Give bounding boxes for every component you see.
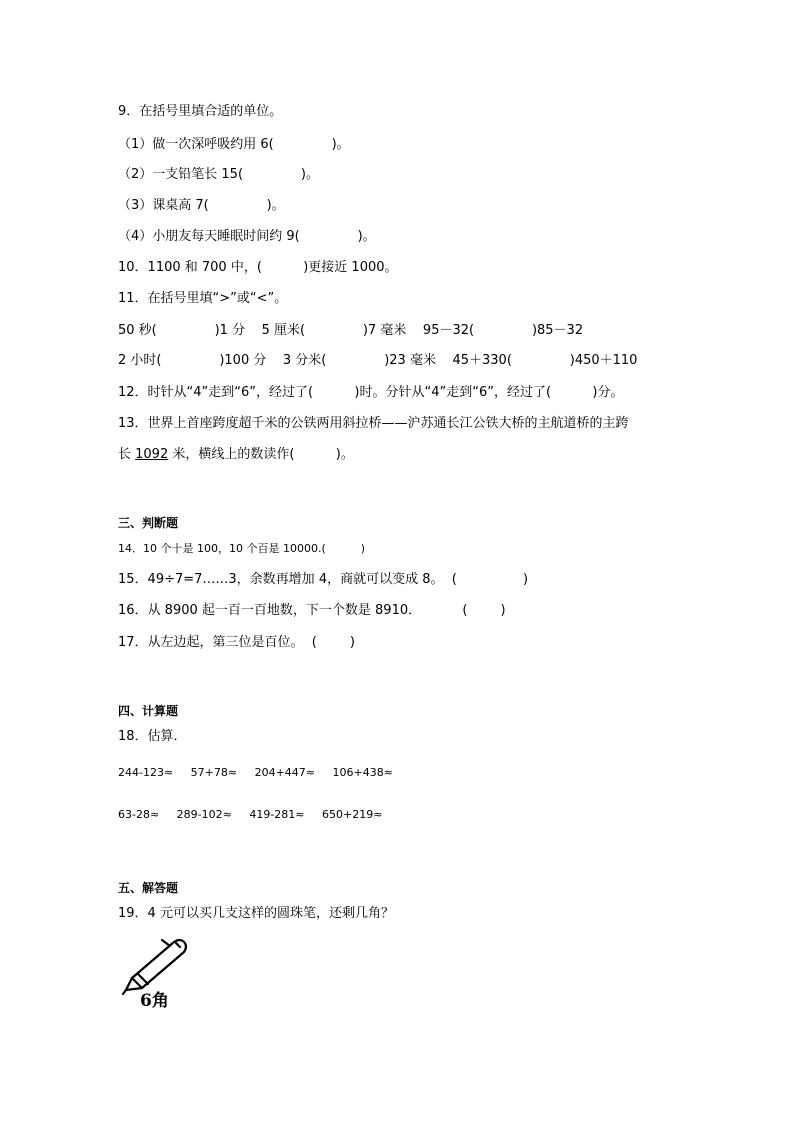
q18-title: 18．估算． [118, 729, 187, 744]
q11-row-2: 2 小时( )100 分 3 分米( )23 毫米 45＋330( )450＋110 [118, 353, 638, 368]
q9-item-1: （1）做一次深呼吸约用 6( )。 [118, 137, 350, 152]
q18-row-2: 63-28≈ 289-102≈ 419-281≈ 650+219≈ [118, 808, 383, 821]
q17-text: 17．从左边起，第三位是百位。 ( ) [118, 635, 356, 650]
q9-item-2: （2）一支铅笔长 15( )。 [118, 167, 319, 182]
q15-text: 15．49÷7=7……3，余数再增加 4，商就可以变成 8。 ( ) [118, 572, 529, 587]
q9-title: 9．在括号里填合适的单位。 [118, 104, 283, 119]
q18-row-1: 244-123≈ 57+78≈ 204+447≈ 106+438≈ [118, 766, 393, 779]
q12-text: 12．时针从“4”走到“6”，经过了( )时。分针从“4”走到“6”，经过了( )分。 [118, 385, 624, 400]
q13-suffix: 米，横线上的数读作( )。 [168, 447, 354, 462]
q9-item-3: （3）课桌高 7( )。 [118, 198, 285, 213]
q19-text: 19．4 元可以买几支这样的圆珠笔，还剩几角？ [118, 906, 394, 921]
section-4-title: 四、计算题 [118, 704, 179, 718]
q14-text: 14．10 个十是 100，10 个百是 10000.( ) [118, 542, 366, 555]
section-3-title: 三、判断题 [118, 516, 179, 530]
q13-underlined-number: 1092 [135, 447, 169, 462]
q16-text: 16．从 8900 起一百一百地数，下一个数是 8910． ( ) [118, 603, 506, 618]
q10-text: 10．1100 和 700 中，( )更接近 1000。 [118, 260, 398, 275]
q13-prefix: 长 [118, 447, 136, 462]
section-5-title: 五、解答题 [118, 881, 179, 895]
q9-item-4: （4）小朋友每天睡眠时间约 9( )。 [118, 229, 376, 244]
q11-row-1: 50 秒( )1 分 5 厘米( )7 毫米 95－32( )85－32 [118, 323, 584, 338]
pen-price-label: 6角 [140, 991, 169, 1011]
q13-line-2 [118, 446, 354, 464]
q13-line-1: 13．世界上首座跨度超千米的公铁两用斜拉桥——沪苏通长江公铁大桥的主航道桥的主跨 [118, 416, 629, 431]
q11-title: 11．在括号里填“>”或“<”。 [118, 291, 288, 306]
